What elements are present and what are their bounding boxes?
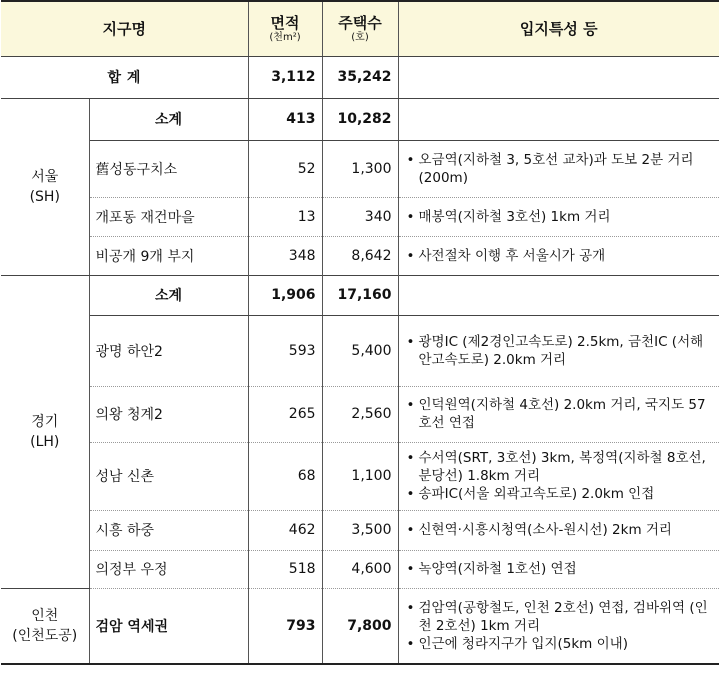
district-features: [398, 442, 719, 510]
group-gyeonggi: [1, 275, 89, 588]
group-name: 서울: [31, 168, 59, 185]
header-area-unit: (천m²): [269, 32, 301, 44]
district-features: [398, 197, 719, 236]
district-name: 검암 역세권: [89, 588, 248, 664]
district-houses: 7,800: [322, 588, 398, 664]
table-row: [1, 140, 719, 197]
district-area: 518: [248, 550, 322, 588]
subtotal-houses: 10,282: [322, 98, 398, 140]
subtotal-features: [398, 98, 719, 140]
district-area: 52: [248, 140, 322, 197]
group-org: (SH): [29, 188, 60, 205]
group-seoul: [1, 98, 89, 275]
subtotal-label: 소계: [89, 98, 248, 140]
district-area: 348: [248, 236, 322, 275]
district-name: 시흥 하중: [89, 510, 248, 550]
district-area: 593: [248, 315, 322, 386]
housing-site-table: [1, 0, 719, 665]
seoul-subtotal-row: [1, 98, 719, 140]
feature-item: • 수서역(SRT, 3호선) 3km, 복정역(지하철 8호선,분당선) 1.8km 거리: [405, 449, 714, 485]
district-features: [398, 140, 719, 197]
table-row: [1, 550, 719, 588]
district-houses: 4,600: [322, 550, 398, 588]
total-houses: 35,242: [322, 56, 398, 98]
district-houses: 1,300: [322, 140, 398, 197]
group-org: (LH): [30, 433, 60, 450]
district-name: 개포동 재건마을: [89, 197, 248, 236]
district-features: [398, 550, 719, 588]
district-houses: 3,500: [322, 510, 398, 550]
subtotal-features: [398, 275, 719, 315]
district-area: 793: [248, 588, 322, 664]
district-houses: 8,642: [322, 236, 398, 275]
subtotal-area: 1,906: [248, 275, 322, 315]
district-name: 광명 하안2: [89, 315, 248, 386]
group-org: (인천도공): [12, 627, 78, 644]
total-row: [1, 56, 719, 98]
header-area-label: 면적: [270, 14, 300, 33]
gyeonggi-subtotal-row: [1, 275, 719, 315]
subtotal-houses: 17,160: [322, 275, 398, 315]
district-features: [398, 386, 719, 442]
district-area: 68: [248, 442, 322, 510]
table-row: [1, 236, 719, 275]
group-incheon: [1, 588, 89, 664]
table-row: [1, 386, 719, 442]
feature-item: • 인덕원역(지하철 4호선) 2.0km 거리, 국지도 57호선 연접: [405, 396, 714, 432]
district-features: [398, 236, 719, 275]
district-features: [398, 510, 719, 550]
district-houses: 1,100: [322, 442, 398, 510]
header-houses-unit: (호): [351, 32, 369, 44]
group-name: 인천: [31, 607, 59, 624]
district-features: [398, 588, 719, 664]
feature-item: • 매봉역(지하철 3호선) 1km 거리: [405, 208, 714, 226]
district-name: 의왕 청계2: [89, 386, 248, 442]
district-name: 의정부 우정: [89, 550, 248, 588]
feature-item: • 송파IC(서울 외곽고속도로) 2.0km 인접: [405, 485, 714, 503]
feature-item: • 검암역(공항철도, 인천 2호선) 연접, 검바위역 (인천 2호선) 1km 거리: [405, 599, 714, 635]
feature-item: • 녹양역(지하철 1호선) 연접: [405, 560, 714, 578]
header-houses-label: 주택수: [338, 14, 382, 33]
district-area: 265: [248, 386, 322, 442]
district-features: [398, 315, 719, 386]
district-area: 13: [248, 197, 322, 236]
header-area: [248, 1, 322, 56]
district-houses: 5,400: [322, 315, 398, 386]
district-name: 성남 신촌: [89, 442, 248, 510]
total-label: 합 계: [1, 56, 248, 98]
header-houses: [322, 1, 398, 56]
district-area: 462: [248, 510, 322, 550]
table-row: [1, 510, 719, 550]
table-header-row: [1, 1, 719, 56]
group-name: 경기: [31, 413, 59, 430]
table-row: [1, 442, 719, 510]
subtotal-label: 소계: [89, 275, 248, 315]
feature-item: • 인근에 청라지구가 입지(5km 이내): [405, 635, 714, 653]
district-houses: 2,560: [322, 386, 398, 442]
header-features: 입지특성 등: [398, 1, 719, 56]
feature-item: • 오금역(지하철 3, 5호선 교차)과 도보 2분 거리(200m): [405, 151, 714, 187]
feature-item: • 광명IC (제2경인고속도로) 2.5km, 금천IC (서해안고속도로) 2.0km 거리: [405, 333, 714, 369]
district-houses: 340: [322, 197, 398, 236]
table-row: [1, 588, 719, 664]
table-row: [1, 197, 719, 236]
subtotal-area: 413: [248, 98, 322, 140]
total-area: 3,112: [248, 56, 322, 98]
district-name: 舊성동구치소: [89, 140, 248, 197]
feature-item: • 사전절차 이행 후 서울시가 공개: [405, 247, 714, 265]
total-features: [398, 56, 719, 98]
header-district: 지구명: [1, 1, 248, 56]
district-name: 비공개 9개 부지: [89, 236, 248, 275]
feature-item: • 신현역·시흥시청역(소사-원시선) 2km 거리: [405, 521, 714, 539]
table-row: [1, 315, 719, 386]
